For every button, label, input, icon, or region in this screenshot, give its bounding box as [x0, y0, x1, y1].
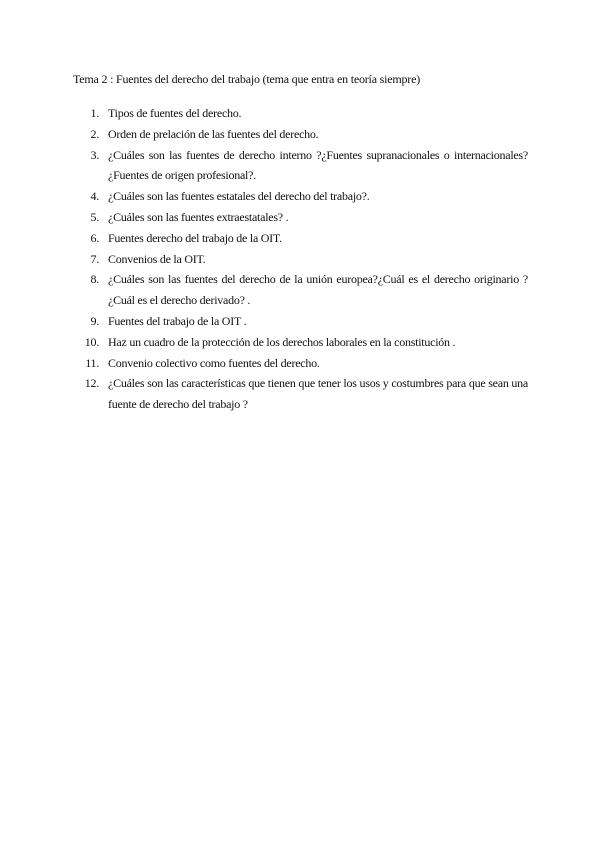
- list-item: [73, 373, 528, 415]
- list-item-number: 11.: [85, 355, 99, 370]
- list-item-text: Convenio colectivo como fuentes del derecho.: [108, 355, 320, 370]
- list-item: [73, 332, 528, 353]
- list-item: [73, 124, 528, 145]
- list-item-number: 5.: [90, 209, 99, 224]
- list-item-number: 2.: [90, 126, 99, 141]
- list-item-text: Orden de prelación de las fuentes del derecho.: [108, 126, 319, 141]
- list-item: [73, 249, 528, 270]
- list-item: [73, 103, 528, 124]
- list-item-text: Tipos de fuentes del derecho.: [108, 106, 242, 120]
- list-item-number: 12.: [84, 376, 99, 391]
- list-item: [73, 311, 528, 332]
- list-item-text: Fuentes del trabajo de la OIT .: [108, 313, 247, 328]
- list-item-number: 6.: [90, 230, 99, 245]
- list-item-text: Fuentes derecho del trabajo de la OIT.: [108, 230, 282, 245]
- list-item: [73, 353, 528, 374]
- list-item-number: 1.: [90, 106, 99, 120]
- list-item: [73, 145, 528, 187]
- question-list: [73, 103, 528, 415]
- list-item-number: 8.: [90, 272, 99, 287]
- list-item-text: Haz un cuadro de la protección de los derechos laborales en la constitución .: [108, 334, 456, 349]
- document-title: Tema 2 : Fuentes del derecho del trabajo (tema que entra en teoría siempre): [73, 72, 421, 86]
- list-item-number: 7.: [90, 251, 99, 266]
- list-item-number: 10.: [84, 334, 99, 349]
- list-item-number: 9.: [90, 313, 99, 328]
- list-item-text: ¿Cuáles son las fuentes de derecho interno ?¿Fuentes supranacionales o internacionales? ¿Fuentes de origen profesional?.: [108, 147, 528, 183]
- list-item: [73, 207, 528, 228]
- list-item: [73, 186, 528, 207]
- list-item-text: ¿Cuáles son las fuentes estatales del derecho del trabajo?.: [108, 189, 370, 204]
- list-item: [73, 228, 528, 249]
- list-item: [73, 269, 528, 311]
- list-item-text: ¿Cuáles son las fuentes extraestatales? .: [108, 209, 289, 224]
- list-item-text: Convenios de la OIT.: [108, 251, 206, 266]
- list-item-number: 3.: [90, 147, 99, 162]
- list-item-number: 4.: [90, 189, 99, 204]
- list-item-text: ¿Cuáles son las fuentes del derecho de la unión europea?¿Cuál es el derecho originario ?¿Cuál es el derecho derivado? .: [108, 272, 528, 308]
- list-item-text: ¿Cuáles son las características que tienen que tener los usos y costumbres para que sean una fuente de derecho del trabajo ?: [108, 376, 528, 412]
